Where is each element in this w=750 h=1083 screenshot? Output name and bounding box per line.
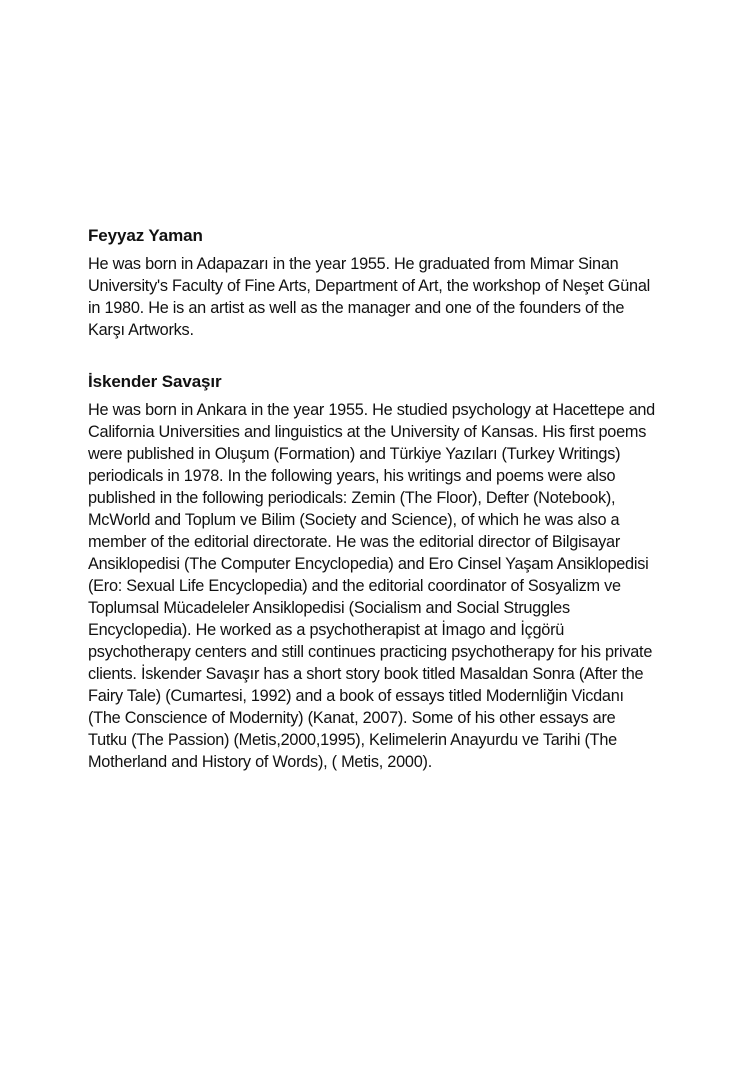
bio-iskender-savasir xyxy=(88,371,658,773)
bio-name: Feyyaz Yaman xyxy=(88,226,203,245)
bio-text: He was born in Ankara in the year 1955. He studied psychology at Hacettepe and California Universities and linguistics at the University of Kansas. His first poems were published in Oluşum (Formation) and Türkiye Yazıları (Turkey Writings) periodicals in 1978. In the following years, his writings and poems were also published in the following periodicals: Zemin (The Floor), Defter (Notebook), McWorld and Toplum ve Bilim (Society and Science), of which he was also a member of the editorial directorate. He was the editorial director of Bilgisayar Ansiklopedisi (The Computer Encyclopedia) and Ero Cinsel Yaşam Ansiklopedisi (Ero: Sexual Life Encyclopedia) and the editorial coordinator of Sosyalizm ve Toplumsal Mücadeleler Ansiklopedisi (Socialism and Social Struggles Encyclopedia). He worked as a psychotherapist at İmago and İçgörü psychotherapy centers and still continues practicing psychotherapy for his private clients. İskender Savaşır has a short story book titled Masaldan Sonra (After the Fairy Tale) (Cumartesi, 1992) and a book of essays titled Modernliğin Vicdanı (The Conscience of Modernity) (Kanat, 2007). Some of his other essays are Tutku (The Passion) (Metis,2000,1995), Kelimelerin Anayurdu ve Tarihi (The Motherland and History of Words), ( Metis, 2000). xyxy=(88,401,655,771)
bio-text: He was born in Adapazarı in the year 1955. He graduated from Mimar Sinan University's Faculty of Fine Arts, Department of Art, the workshop of Neşet Günal in 1980. He is an artist as well as the manager and one of the founders of the Karşı Artworks. xyxy=(88,255,650,339)
bio-feyyaz-yaman xyxy=(88,225,658,341)
bio-name: İskender Savaşır xyxy=(88,372,222,391)
page-content xyxy=(88,225,658,773)
